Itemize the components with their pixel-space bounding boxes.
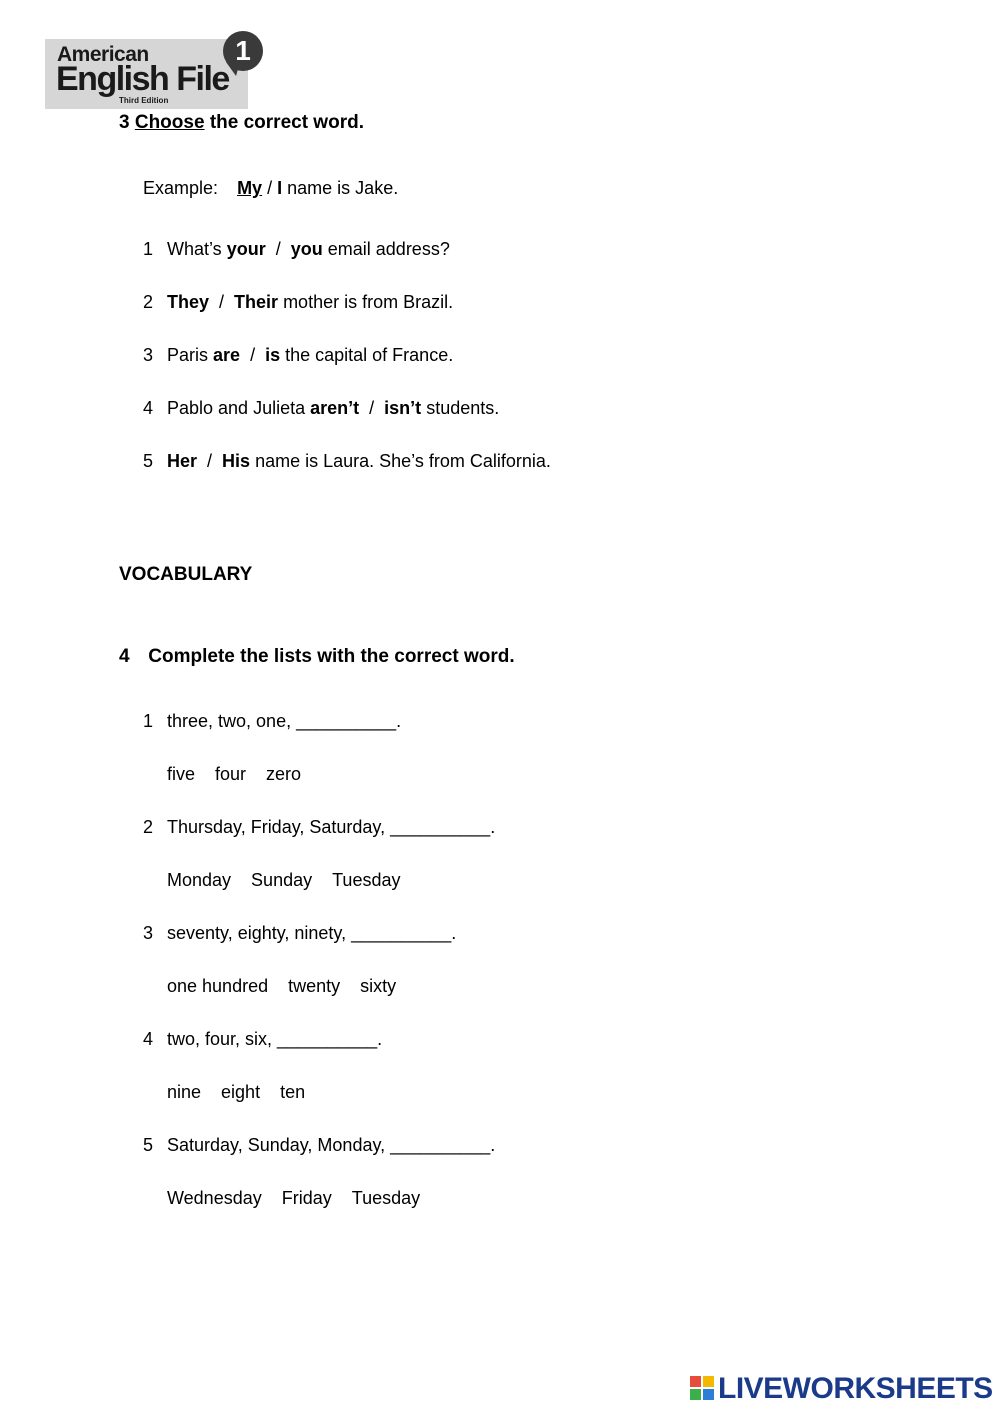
answer-option[interactable]: Tuesday — [332, 870, 401, 890]
list-item — [143, 711, 401, 732]
example-option-2[interactable]: I — [277, 178, 283, 198]
answer-options — [167, 870, 420, 891]
liveworksheets-logo-icon — [690, 1376, 716, 1402]
option-a[interactable]: your — [226, 239, 266, 259]
section3-verb: Choose — [134, 112, 205, 133]
option-a[interactable]: aren’t — [310, 398, 360, 418]
list-item — [143, 1029, 382, 1050]
option-b[interactable]: isn’t — [384, 398, 422, 418]
item-suffix: the capital of France. — [285, 345, 454, 365]
section4-number: 4 — [119, 646, 130, 667]
logo-line2: English File — [56, 60, 229, 98]
choice-item — [143, 345, 453, 366]
list-sequence: two, four, six, __________. — [167, 1029, 383, 1049]
item-prefix: Pablo and Julieta — [167, 398, 306, 418]
list-item — [143, 817, 495, 838]
item-number: 4 — [143, 1029, 154, 1049]
item-number: 1 — [143, 711, 154, 731]
item-number: 1 — [143, 239, 154, 259]
answer-option[interactable]: five — [167, 764, 196, 784]
example-option-1[interactable]: My — [237, 178, 263, 198]
option-b[interactable]: is — [265, 345, 281, 365]
section3-number: 3 — [119, 112, 130, 133]
answer-option[interactable]: Sunday — [251, 870, 313, 890]
option-separator: / — [209, 292, 235, 312]
option-separator: / — [359, 398, 385, 418]
item-number: 2 — [143, 817, 154, 837]
item-suffix: mother is from Brazil. — [283, 292, 454, 312]
example-label: Example: — [143, 178, 219, 198]
answer-option[interactable]: ten — [280, 1082, 306, 1102]
list-item — [143, 923, 456, 944]
answer-option[interactable]: one hundred — [167, 976, 269, 996]
answer-option[interactable]: Monday — [167, 870, 232, 890]
logo-badge: 1 — [223, 31, 263, 71]
option-separator: / — [197, 451, 223, 471]
answer-option[interactable]: Wednesday — [167, 1188, 262, 1208]
list-sequence: three, two, one, __________. — [167, 711, 402, 731]
logo-line3: Third Edition — [119, 96, 169, 105]
item-prefix: What’s — [167, 239, 222, 259]
list-sequence: Thursday, Friday, Saturday, __________. — [167, 817, 496, 837]
option-separator: / — [265, 239, 291, 259]
answer-option[interactable]: Friday — [281, 1188, 332, 1208]
choice-item — [143, 239, 450, 260]
answer-option[interactable]: Tuesday — [351, 1188, 421, 1208]
section4-heading — [119, 646, 515, 668]
answer-option[interactable]: nine — [167, 1082, 202, 1102]
item-number: 4 — [143, 398, 154, 418]
choice-item — [143, 292, 453, 313]
vocabulary-heading: VOCABULARY — [119, 564, 253, 585]
item-prefix: Paris — [167, 345, 209, 365]
section4-title: Complete the lists with the correct word. — [148, 646, 515, 667]
answer-options — [167, 976, 416, 997]
list-sequence: seventy, eighty, ninety, __________. — [167, 923, 457, 943]
answer-options — [167, 1082, 325, 1103]
answer-option[interactable]: twenty — [288, 976, 341, 996]
item-number: 3 — [143, 345, 154, 365]
example-line — [143, 178, 398, 199]
item-number: 3 — [143, 923, 154, 943]
item-suffix: students. — [426, 398, 500, 418]
option-a[interactable]: are — [213, 345, 241, 365]
choice-item — [143, 398, 499, 419]
answer-option[interactable]: four — [215, 764, 247, 784]
american-english-file-logo — [45, 39, 248, 109]
answer-options — [167, 764, 321, 785]
option-a[interactable]: They — [167, 292, 210, 312]
example-separator: / — [267, 178, 273, 198]
answer-option[interactable]: zero — [266, 764, 302, 784]
list-item — [143, 1135, 495, 1156]
option-b[interactable]: you — [290, 239, 323, 259]
liveworksheets-brand: LIVEWORKSHEETS — [718, 1372, 993, 1405]
option-b[interactable]: Their — [234, 292, 279, 312]
section3-rest: the correct word. — [209, 112, 364, 133]
logo-line1: American — [57, 43, 149, 66]
item-number: 5 — [143, 451, 154, 471]
item-suffix: email address? — [327, 239, 450, 259]
option-a[interactable]: Her — [167, 451, 198, 471]
item-number: 5 — [143, 1135, 154, 1155]
item-number: 2 — [143, 292, 154, 312]
section3-heading — [119, 112, 364, 134]
choice-item — [143, 451, 551, 472]
item-suffix: name is Laura. She’s from California. — [255, 451, 551, 471]
answer-options — [167, 1188, 440, 1209]
option-separator: / — [240, 345, 266, 365]
example-rest: name is Jake. — [287, 178, 399, 198]
list-sequence: Saturday, Sunday, Monday, __________. — [167, 1135, 496, 1155]
answer-option[interactable]: eight — [221, 1082, 261, 1102]
option-b[interactable]: His — [222, 451, 251, 471]
answer-option[interactable]: sixty — [360, 976, 397, 996]
